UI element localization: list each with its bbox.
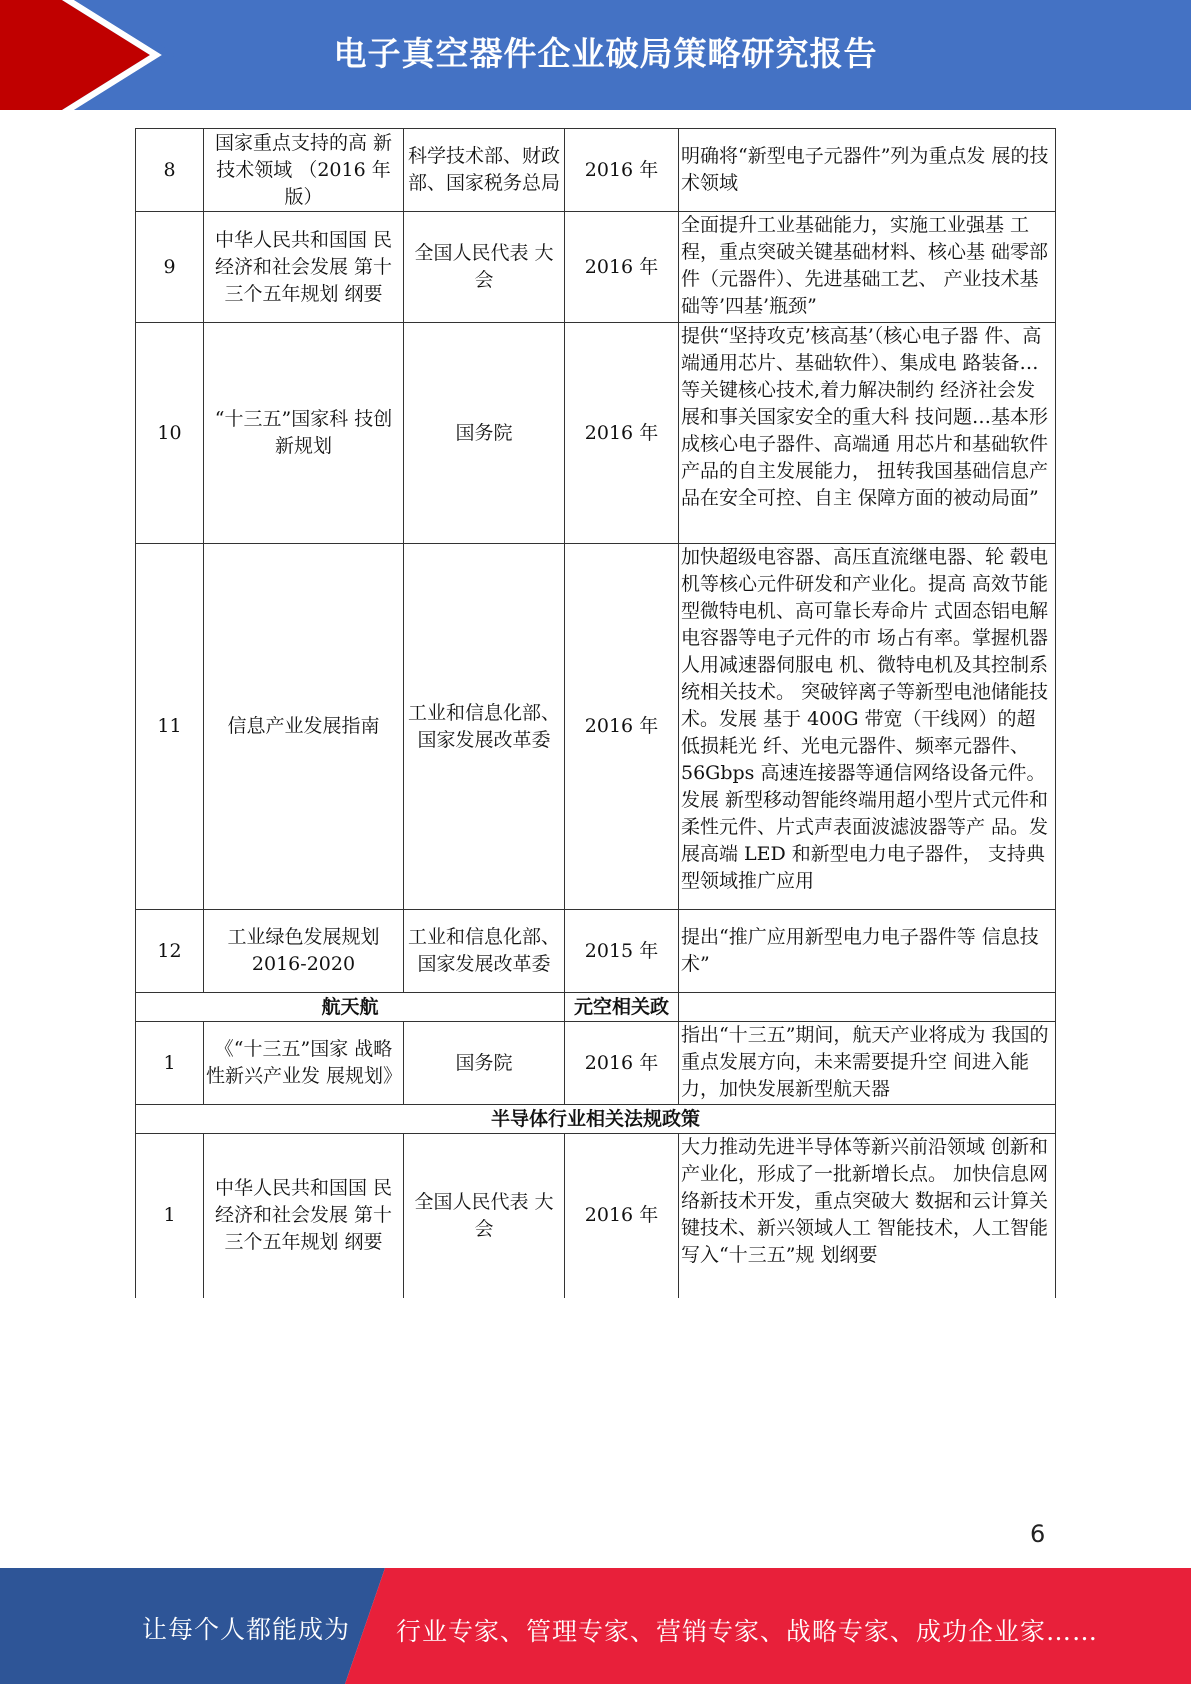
policy-description: 全面提升工业基础能力，实施工业强基 工程，重点突破关键基础材料、核心基 础零部件（元器件）、先进基础工艺、 产业技术基础等’四基’瓶颈” — [679, 212, 1056, 323]
policy-table — [135, 128, 1056, 1298]
table-row — [136, 323, 1056, 544]
policy-description: 指出“十三五”期间，航天产业将成为 我国的重点发展方向，未来需要提升空 间进入能力，加快发展新型航天器 — [679, 1022, 1056, 1105]
policy-name: 信息产业发展指南 — [204, 544, 404, 910]
policy-name: “十三五”国家科 技创新规划 — [204, 323, 404, 544]
policy-description: 明确将“新型电子元器件”列为重点发 展的技术领域 — [679, 129, 1056, 212]
issuing-department: 工业和信息化部、国家发展改革委 — [404, 544, 565, 910]
section-title-right: 元空相关政 — [565, 993, 679, 1022]
table-row — [136, 1134, 1056, 1298]
table-row — [136, 1022, 1056, 1105]
issuing-department: 国务院 — [404, 1022, 565, 1105]
section-empty-cell — [679, 993, 1056, 1022]
row-number: 1 — [136, 1022, 204, 1105]
table-row — [136, 910, 1056, 993]
issuing-department: 全国人民代表 大会 — [404, 212, 565, 323]
table-row — [136, 212, 1056, 323]
row-number: 9 — [136, 212, 204, 323]
issue-year: 2015 年 — [565, 910, 679, 993]
issue-year: 2016 年 — [565, 1022, 679, 1105]
footer-slogan-right: 行业专家、管理专家、营销专家、战略专家、成功企业家…… — [396, 1617, 1099, 1646]
issuing-department: 工业和信息化部、国家发展改革委 — [404, 910, 565, 993]
issuing-department: 全国人民代表 大会 — [404, 1134, 565, 1298]
row-number: 11 — [136, 544, 204, 910]
section-header-aerospace — [136, 993, 1056, 1022]
policy-name: 中华人民共和国国 民经济和社会发展 第十三个五年规划 纲要 — [204, 212, 404, 323]
row-number: 1 — [136, 1134, 204, 1298]
policy-name: 工业绿色发展规划 2016-2020 — [204, 910, 404, 993]
issuing-department: 国务院 — [404, 323, 565, 544]
page-number: 6 — [1030, 1520, 1046, 1548]
policy-name: 《“十三五”国家 战略性新兴产业发 展规划》 — [204, 1022, 404, 1105]
policy-description: 提供“坚持攻克’核高基’（核心电子器 件、高端通用芯片、基础软件）、集成电 路装备…等关键核心技术,着力解决制约 经济社会发展和事关国家安全的重大科 技问题…基本形成核心电子器件、高端通 用芯片和基础软件产品的自主发展能力， 扭转我国基础信息产品在安全可控、自主 保障方面的被动局面” — [679, 323, 1056, 544]
table-row — [136, 129, 1056, 212]
document-title: 电子真空器件企业破局策略研究报告 — [333, 34, 878, 73]
section-header-semiconductor — [136, 1105, 1056, 1134]
issue-year: 2016 年 — [565, 323, 679, 544]
policy-name: 国家重点支持的高 新技术领域 （2016 年版） — [204, 129, 404, 212]
row-number: 12 — [136, 910, 204, 993]
row-number: 10 — [136, 323, 204, 544]
issuing-department: 科学技术部、财政部、国家税务总局 — [404, 129, 565, 212]
policy-name: 中华人民共和国国 民经济和社会发展 第十三个五年规划 纲要 — [204, 1134, 404, 1298]
policy-description: 提出“推广应用新型电力电子器件等 信息技术” — [679, 910, 1056, 993]
policy-description: 大力推动先进半导体等新兴前沿领域 创新和产业化，形成了一批新增长点。 加快信息网络新技术开发，重点突破大 数据和云计算关键技术、新兴领域人工 智能技术，人工智能写入“十三五”规 划纲要 — [679, 1134, 1056, 1298]
footer-slogan-left: 让每个人都能成为 — [142, 1615, 351, 1644]
issue-year: 2016 年 — [565, 544, 679, 910]
footer-banner — [0, 1568, 1191, 1684]
table-row — [136, 544, 1056, 910]
issue-year: 2016 年 — [565, 1134, 679, 1298]
header-banner — [0, 0, 1191, 110]
section-title-left: 航天航 — [136, 993, 565, 1022]
policy-description: 加快超级电容器、高压直流继电器、轮 毂电机等核心元件研发和产业化。提高 高效节能型微特电机、高可靠长寿命片 式固态铝电解电容器等电子元件的市 场占有率。掌握机器人用减速器伺服电 机、微特电机及其控制系统相关技术。 突破锌离子等新型电池储能技术。发展 基于 400G 带宽（干线网）的超低损耗光 纤、光电元器件、频率元器件、56Gbps 高速连接器等通信网络设备元件。发展 新型移动智能终端用超小型片式元件和柔性元件、片式声表面波滤波器等产 品。发展高端 LED 和新型电力电子器件， 支持典型领域推广应用 — [679, 544, 1056, 910]
issue-year: 2016 年 — [565, 212, 679, 323]
section-title: 半导体行业相关法规政策 — [136, 1105, 1056, 1134]
row-number: 8 — [136, 129, 204, 212]
issue-year: 2016 年 — [565, 129, 679, 212]
